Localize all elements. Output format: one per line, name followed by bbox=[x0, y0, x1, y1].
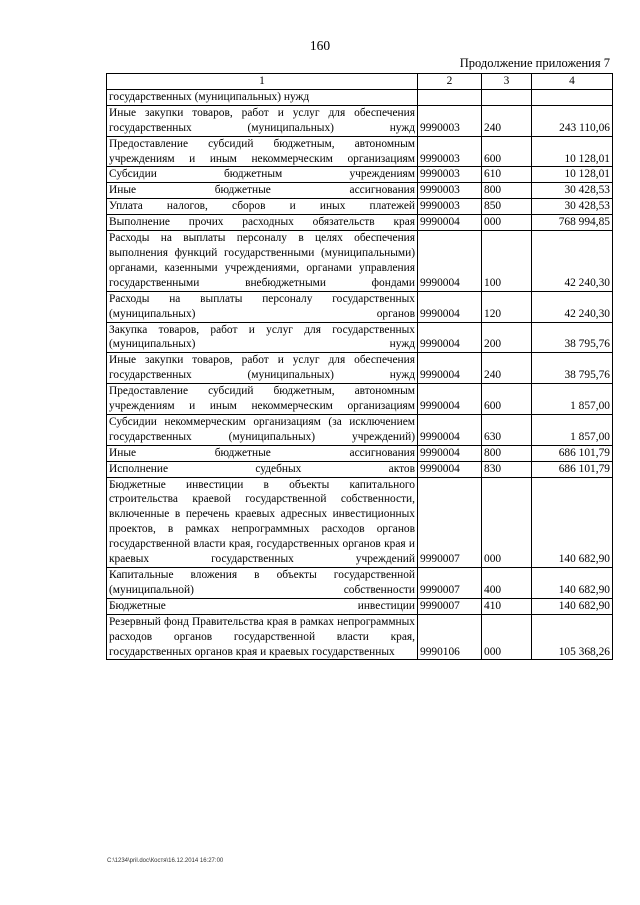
row-target-code: 9990004 bbox=[418, 353, 482, 384]
table-row bbox=[107, 414, 613, 445]
row-target-code: 9990004 bbox=[418, 414, 482, 445]
row-amount: 105 368,26 bbox=[532, 614, 613, 660]
row-description: Исполнение судебных актов bbox=[107, 461, 418, 477]
table-row bbox=[107, 384, 613, 415]
row-target-code: 9990007 bbox=[418, 598, 482, 614]
table-row bbox=[107, 322, 613, 353]
header-cell: 3 bbox=[482, 74, 532, 90]
row-amount: 42 240,30 bbox=[532, 231, 613, 292]
table-row bbox=[107, 89, 613, 105]
table-row bbox=[107, 461, 613, 477]
table-row bbox=[107, 291, 613, 322]
row-description: Иные бюджетные ассигнования bbox=[107, 445, 418, 461]
row-expense-type: 120 bbox=[482, 291, 532, 322]
row-description: Бюджетные инвестиции в объекты капитального строительства краевой государственной собственности, включенные в перечень краевых адресных инвестиционных проектов, в рамках непрограммных расходов органов государственной власти края, государственных органов края и краевых государственных учреждений bbox=[107, 477, 418, 567]
row-description: Резервный фонд Правительства края в рамках непрограммных расходов органов государственной власти края, государственных органов края и краевых государственных bbox=[107, 614, 418, 660]
table-row bbox=[107, 183, 613, 199]
row-amount: 243 110,06 bbox=[532, 105, 613, 136]
row-target-code: 9990007 bbox=[418, 477, 482, 567]
table-row bbox=[107, 568, 613, 599]
row-description: Расходы на выплаты персоналу в целях обеспечения выполнения функций государственными (муниципальными) органами, казенными учреждениями, органами управления государственными внебюджетными фондами bbox=[107, 231, 418, 292]
row-expense-type: 830 bbox=[482, 461, 532, 477]
row-amount: 1 857,00 bbox=[532, 384, 613, 415]
row-target-code: 9990004 bbox=[418, 215, 482, 231]
row-expense-type bbox=[482, 89, 532, 105]
row-description: государственных (муниципальных) нужд bbox=[107, 89, 418, 105]
row-expense-type: 610 bbox=[482, 167, 532, 183]
continuation-label: Продолжение приложения 7 bbox=[459, 56, 610, 70]
row-amount: 38 795,76 bbox=[532, 353, 613, 384]
header-cell: 4 bbox=[532, 74, 613, 90]
row-description: Иные закупки товаров, работ и услуг для обеспечения государственных (муниципальных) нужд bbox=[107, 353, 418, 384]
row-description: Иные закупки товаров, работ и услуг для обеспечения государственных (муниципальных) нужд bbox=[107, 105, 418, 136]
row-description: Предоставление субсидий бюджетным, автономным учреждениям и иным некоммерческим организациям bbox=[107, 136, 418, 167]
row-target-code: 9990003 bbox=[418, 199, 482, 215]
table-row bbox=[107, 598, 613, 614]
row-amount: 10 128,01 bbox=[532, 136, 613, 167]
row-amount: 686 101,79 bbox=[532, 461, 613, 477]
table-row bbox=[107, 105, 613, 136]
row-expense-type: 410 bbox=[482, 598, 532, 614]
row-target-code: 9990004 bbox=[418, 322, 482, 353]
row-description: Субсидии бюджетным учреждениям bbox=[107, 167, 418, 183]
row-expense-type: 000 bbox=[482, 215, 532, 231]
row-expense-type: 000 bbox=[482, 614, 532, 660]
table-row bbox=[107, 614, 613, 660]
row-amount: 140 682,90 bbox=[532, 477, 613, 567]
page-number: 160 bbox=[309, 38, 331, 53]
table-row bbox=[107, 215, 613, 231]
header-cell: 2 bbox=[418, 74, 482, 90]
row-amount: 30 428,53 bbox=[532, 183, 613, 199]
row-amount: 768 994,85 bbox=[532, 215, 613, 231]
row-expense-type: 240 bbox=[482, 105, 532, 136]
table-row bbox=[107, 199, 613, 215]
row-description: Закупка товаров, работ и услуг для государственных (муниципальных) нужд bbox=[107, 322, 418, 353]
row-amount: 30 428,53 bbox=[532, 199, 613, 215]
row-description: Выполнение прочих расходных обязательств края bbox=[107, 215, 418, 231]
row-description: Уплата налогов, сборов и иных платежей bbox=[107, 199, 418, 215]
row-expense-type: 600 bbox=[482, 136, 532, 167]
row-expense-type: 600 bbox=[482, 384, 532, 415]
row-amount: 10 128,01 bbox=[532, 167, 613, 183]
row-target-code: 9990003 bbox=[418, 105, 482, 136]
row-description: Бюджетные инвестиции bbox=[107, 598, 418, 614]
table-row bbox=[107, 231, 613, 292]
row-description: Иные бюджетные ассигнования bbox=[107, 183, 418, 199]
table-row bbox=[107, 167, 613, 183]
row-target-code: 9990003 bbox=[418, 183, 482, 199]
row-target-code: 9990004 bbox=[418, 384, 482, 415]
table-row bbox=[107, 445, 613, 461]
row-amount bbox=[532, 89, 613, 105]
row-amount: 140 682,90 bbox=[532, 598, 613, 614]
row-target-code: 9990004 bbox=[418, 291, 482, 322]
table-row bbox=[107, 353, 613, 384]
row-description: Расходы на выплаты персоналу государственных (муниципальных) органов bbox=[107, 291, 418, 322]
row-target-code: 9990003 bbox=[418, 136, 482, 167]
row-expense-type: 800 bbox=[482, 183, 532, 199]
table-row bbox=[107, 136, 613, 167]
row-description: Предоставление субсидий бюджетным, автономным учреждениям и иным некоммерческим организациям bbox=[107, 384, 418, 415]
row-expense-type: 800 bbox=[482, 445, 532, 461]
row-amount: 686 101,79 bbox=[532, 445, 613, 461]
row-target-code: 9990004 bbox=[418, 231, 482, 292]
row-target-code: 9990106 bbox=[418, 614, 482, 660]
row-description: Субсидии некоммерческим организациям (за исключением государственных (муниципальных) учреждений) bbox=[107, 414, 418, 445]
file-path-footer: C:\1234\pril.doc\Костя\16.12.2014 16:27:00 bbox=[107, 858, 224, 864]
row-target-code bbox=[418, 89, 482, 105]
header-cell: 1 bbox=[107, 74, 418, 90]
row-expense-type: 000 bbox=[482, 477, 532, 567]
row-description: Капитальные вложения в объекты государственной (муниципальной) собственности bbox=[107, 568, 418, 599]
row-amount: 140 682,90 bbox=[532, 568, 613, 599]
row-expense-type: 200 bbox=[482, 322, 532, 353]
row-amount: 42 240,30 bbox=[532, 291, 613, 322]
row-expense-type: 850 bbox=[482, 199, 532, 215]
table-row bbox=[107, 477, 613, 567]
row-target-code: 9990007 bbox=[418, 568, 482, 599]
row-target-code: 9990004 bbox=[418, 445, 482, 461]
table-header-row bbox=[107, 74, 613, 90]
row-target-code: 9990004 bbox=[418, 461, 482, 477]
row-expense-type: 630 bbox=[482, 414, 532, 445]
row-target-code: 9990003 bbox=[418, 167, 482, 183]
row-expense-type: 400 bbox=[482, 568, 532, 599]
row-expense-type: 240 bbox=[482, 353, 532, 384]
row-expense-type: 100 bbox=[482, 231, 532, 292]
row-amount: 38 795,76 bbox=[532, 322, 613, 353]
budget-table bbox=[106, 73, 613, 660]
row-amount: 1 857,00 bbox=[532, 414, 613, 445]
